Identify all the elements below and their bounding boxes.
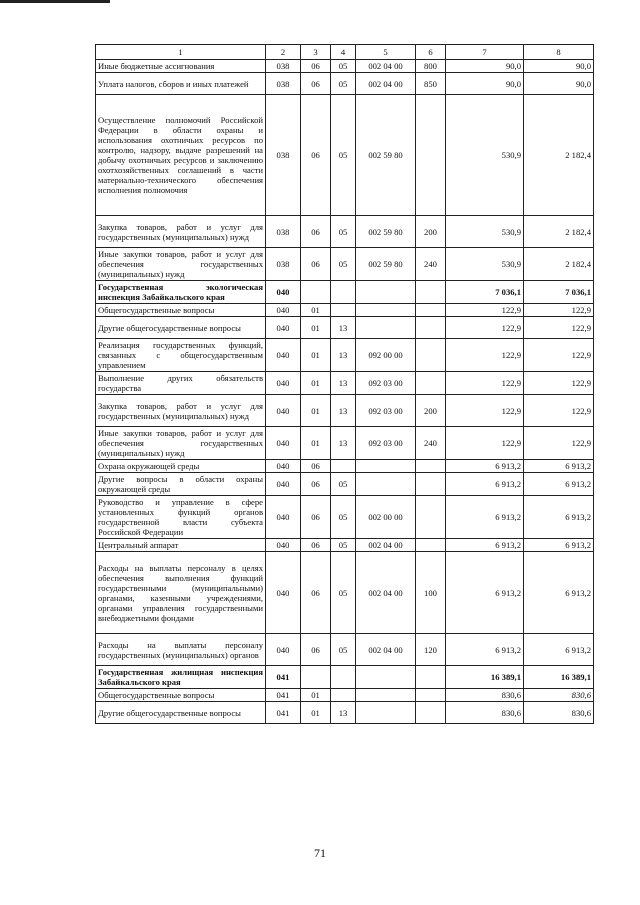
amount-year-2: 122,9 [524,339,594,372]
code-subsection [331,666,356,689]
table-row [96,539,594,552]
code-target: 002 04 00 [356,73,416,95]
code-target: 002 04 00 [356,552,416,634]
code-section: 01 [301,427,331,460]
code-admin: 040 [266,496,301,539]
code-subsection: 05 [331,248,356,281]
row-label: Центральный аппарат [96,539,266,552]
amount-year-1: 530,9 [446,248,524,281]
amount-year-2: 90,0 [524,73,594,95]
row-label: Иные закупки товаров, работ и услуг для обеспечения государственных (муниципальных) нужд [96,248,266,281]
amount-year-1: 530,9 [446,216,524,248]
code-target: 092 03 00 [356,395,416,427]
header-cell: 4 [331,45,356,60]
row-label: Выполнение других обязательств государства [96,372,266,395]
table-row [96,281,594,304]
amount-year-1: 122,9 [446,427,524,460]
code-target: 002 59 80 [356,248,416,281]
amount-year-2: 16 389,1 [524,666,594,689]
table-row [96,339,594,372]
code-target: 002 59 80 [356,216,416,248]
code-section [301,666,331,689]
code-expense-type [416,666,446,689]
amount-year-1: 122,9 [446,395,524,427]
code-target [356,304,416,317]
code-admin: 040 [266,473,301,496]
header-cell: 3 [301,45,331,60]
code-admin: 038 [266,95,301,216]
code-subsection: 05 [331,473,356,496]
header-row [96,45,594,60]
code-expense-type: 200 [416,395,446,427]
amount-year-2: 122,9 [524,317,594,339]
code-subsection [331,689,356,702]
code-subsection: 05 [331,539,356,552]
code-admin: 040 [266,395,301,427]
amount-year-1: 6 913,2 [446,634,524,666]
code-subsection: 13 [331,317,356,339]
table-row [96,248,594,281]
amount-year-2: 6 913,2 [524,473,594,496]
amount-year-2: 830,6 [524,689,594,702]
row-label: Иные бюджетные ассигнования [96,60,266,73]
code-expense-type [416,496,446,539]
table-row [96,460,594,473]
code-admin: 040 [266,372,301,395]
table-row [96,427,594,460]
code-target: 092 00 00 [356,339,416,372]
code-target: 002 00 00 [356,496,416,539]
budget-table [95,44,594,724]
code-subsection [331,281,356,304]
code-section: 01 [301,395,331,427]
code-section: 01 [301,689,331,702]
code-section: 01 [301,372,331,395]
code-admin: 040 [266,317,301,339]
amount-year-1: 830,6 [446,702,524,724]
code-expense-type: 200 [416,216,446,248]
header-cell: 7 [446,45,524,60]
code-target [356,666,416,689]
code-admin: 040 [266,460,301,473]
code-target [356,689,416,702]
code-expense-type: 240 [416,248,446,281]
code-section: 06 [301,552,331,634]
page-number: 71 [314,846,326,860]
row-label: Общегосударственные вопросы [96,689,266,702]
code-admin: 040 [266,281,301,304]
code-expense-type [416,702,446,724]
amount-year-1: 122,9 [446,304,524,317]
code-admin: 038 [266,248,301,281]
table-row [96,634,594,666]
code-expense-type [416,539,446,552]
code-section: 06 [301,216,331,248]
amount-year-2: 6 913,2 [524,496,594,539]
row-label: Государственная экологическая инспекция Забайкальского края [96,281,266,304]
code-expense-type [416,473,446,496]
code-section: 06 [301,460,331,473]
code-section: 01 [301,317,331,339]
code-target: 092 03 00 [356,427,416,460]
code-section: 06 [301,473,331,496]
row-label: Осуществление полномочий Российской Федерации в области охраны и использования охотничьих ресурсов по контролю, надзору, выдаче разрешений на добычу охотничьих ресурсов и заключению охотхозяйственных соглашений в части материально-технического обеспечения исполнения полномочия [96,95,266,216]
code-section: 06 [301,73,331,95]
table-row [96,95,594,216]
code-section: 06 [301,95,331,216]
code-expense-type [416,281,446,304]
code-subsection: 05 [331,216,356,248]
amount-year-1: 6 913,2 [446,473,524,496]
table-row [96,317,594,339]
row-label: Закупка товаров, работ и услуг для государственных (муниципальных) нужд [96,395,266,427]
amount-year-2: 2 182,4 [524,95,594,216]
amount-year-1: 90,0 [446,73,524,95]
amount-year-2: 122,9 [524,427,594,460]
header-cell: 1 [96,45,266,60]
code-expense-type [416,95,446,216]
code-section: 01 [301,339,331,372]
code-target: 002 04 00 [356,634,416,666]
code-target [356,702,416,724]
table-row [96,702,594,724]
code-admin: 040 [266,552,301,634]
row-label: Расходы на выплаты персоналу государственных (муниципальных) органов [96,634,266,666]
code-target: 092 03 00 [356,372,416,395]
code-admin: 038 [266,60,301,73]
amount-year-1: 122,9 [446,372,524,395]
amount-year-1: 122,9 [446,339,524,372]
amount-year-2: 7 036,1 [524,281,594,304]
code-admin: 040 [266,634,301,666]
code-target: 002 04 00 [356,60,416,73]
code-section: 01 [301,702,331,724]
code-subsection: 05 [331,73,356,95]
table-row [96,216,594,248]
amount-year-1: 530,9 [446,95,524,216]
code-target [356,317,416,339]
table-row [96,666,594,689]
row-label: Общегосударственные вопросы [96,304,266,317]
table-row [96,496,594,539]
amount-year-2: 122,9 [524,372,594,395]
row-label: Другие общегосударственные вопросы [96,702,266,724]
table-row [96,60,594,73]
row-label: Другие общегосударственные вопросы [96,317,266,339]
code-subsection: 13 [331,395,356,427]
code-admin: 041 [266,666,301,689]
code-section: 06 [301,634,331,666]
amount-year-1: 7 036,1 [446,281,524,304]
code-expense-type: 800 [416,60,446,73]
table-row [96,73,594,95]
code-expense-type: 850 [416,73,446,95]
amount-year-2: 2 182,4 [524,248,594,281]
code-expense-type [416,372,446,395]
table-row [96,473,594,496]
code-expense-type: 100 [416,552,446,634]
table-row [96,689,594,702]
code-admin: 041 [266,702,301,724]
amount-year-1: 830,6 [446,689,524,702]
amount-year-1: 6 913,2 [446,539,524,552]
row-label: Другие вопросы в области охраны окружающей среды [96,473,266,496]
header-cell: 2 [266,45,301,60]
header-cell: 5 [356,45,416,60]
top-rule [0,0,110,3]
amount-year-2: 6 913,2 [524,552,594,634]
code-expense-type [416,317,446,339]
table-row [96,304,594,317]
code-subsection: 13 [331,372,356,395]
code-subsection: 13 [331,702,356,724]
row-label: Реализация государственных функций, связанных с общегосударственным управлением [96,339,266,372]
amount-year-2: 122,9 [524,304,594,317]
code-admin: 040 [266,539,301,552]
code-section: 01 [301,304,331,317]
code-section: 06 [301,539,331,552]
code-expense-type: 120 [416,634,446,666]
code-subsection [331,304,356,317]
header-cell: 8 [524,45,594,60]
code-target [356,281,416,304]
code-expense-type [416,460,446,473]
amount-year-1: 16 389,1 [446,666,524,689]
code-subsection: 13 [331,427,356,460]
row-label: Закупка товаров, работ и услуг для государственных (муниципальных) нужд [96,216,266,248]
code-expense-type [416,304,446,317]
code-subsection [331,460,356,473]
amount-year-1: 6 913,2 [446,496,524,539]
header-cell: 6 [416,45,446,60]
amount-year-1: 90,0 [446,60,524,73]
code-subsection: 05 [331,634,356,666]
amount-year-1: 6 913,2 [446,460,524,473]
row-label: Уплата налогов, сборов и иных платежей [96,73,266,95]
code-section [301,281,331,304]
code-section: 06 [301,496,331,539]
row-label: Иные закупки товаров, работ и услуг для обеспечения государственных (муниципальных) нужд [96,427,266,460]
code-subsection: 05 [331,496,356,539]
row-label: Государственная жилищная инспекция Забайкальского края [96,666,266,689]
code-admin: 040 [266,304,301,317]
row-label: Руководство и управление в сфере установленных функций органов государственной власти субъекта Российской Федерации [96,496,266,539]
code-admin: 038 [266,73,301,95]
code-expense-type: 240 [416,427,446,460]
amount-year-2: 6 913,2 [524,634,594,666]
code-section: 06 [301,248,331,281]
code-subsection: 05 [331,95,356,216]
code-admin: 040 [266,427,301,460]
row-label: Охрана окружающей среды [96,460,266,473]
code-subsection: 13 [331,339,356,372]
amount-year-2: 2 182,4 [524,216,594,248]
code-target [356,460,416,473]
code-section: 06 [301,60,331,73]
code-subsection: 05 [331,60,356,73]
amount-year-1: 6 913,2 [446,552,524,634]
code-target [356,473,416,496]
table-row [96,552,594,634]
amount-year-1: 122,9 [446,317,524,339]
amount-year-2: 6 913,2 [524,539,594,552]
code-admin: 038 [266,216,301,248]
table-row [96,372,594,395]
code-admin: 041 [266,689,301,702]
code-target: 002 04 00 [356,539,416,552]
code-admin: 040 [266,339,301,372]
code-expense-type [416,689,446,702]
amount-year-2: 830,6 [524,702,594,724]
code-subsection: 05 [331,552,356,634]
code-expense-type [416,339,446,372]
amount-year-2: 90,0 [524,60,594,73]
table-row [96,395,594,427]
row-label: Расходы на выплаты персоналу в целях обеспечения выполнения функций государственными (муниципальными) органами, казенными учреждениями, органами управления государственными внебюджетными фондами [96,552,266,634]
amount-year-2: 122,9 [524,395,594,427]
amount-year-2: 6 913,2 [524,460,594,473]
code-target: 002 59 80 [356,95,416,216]
